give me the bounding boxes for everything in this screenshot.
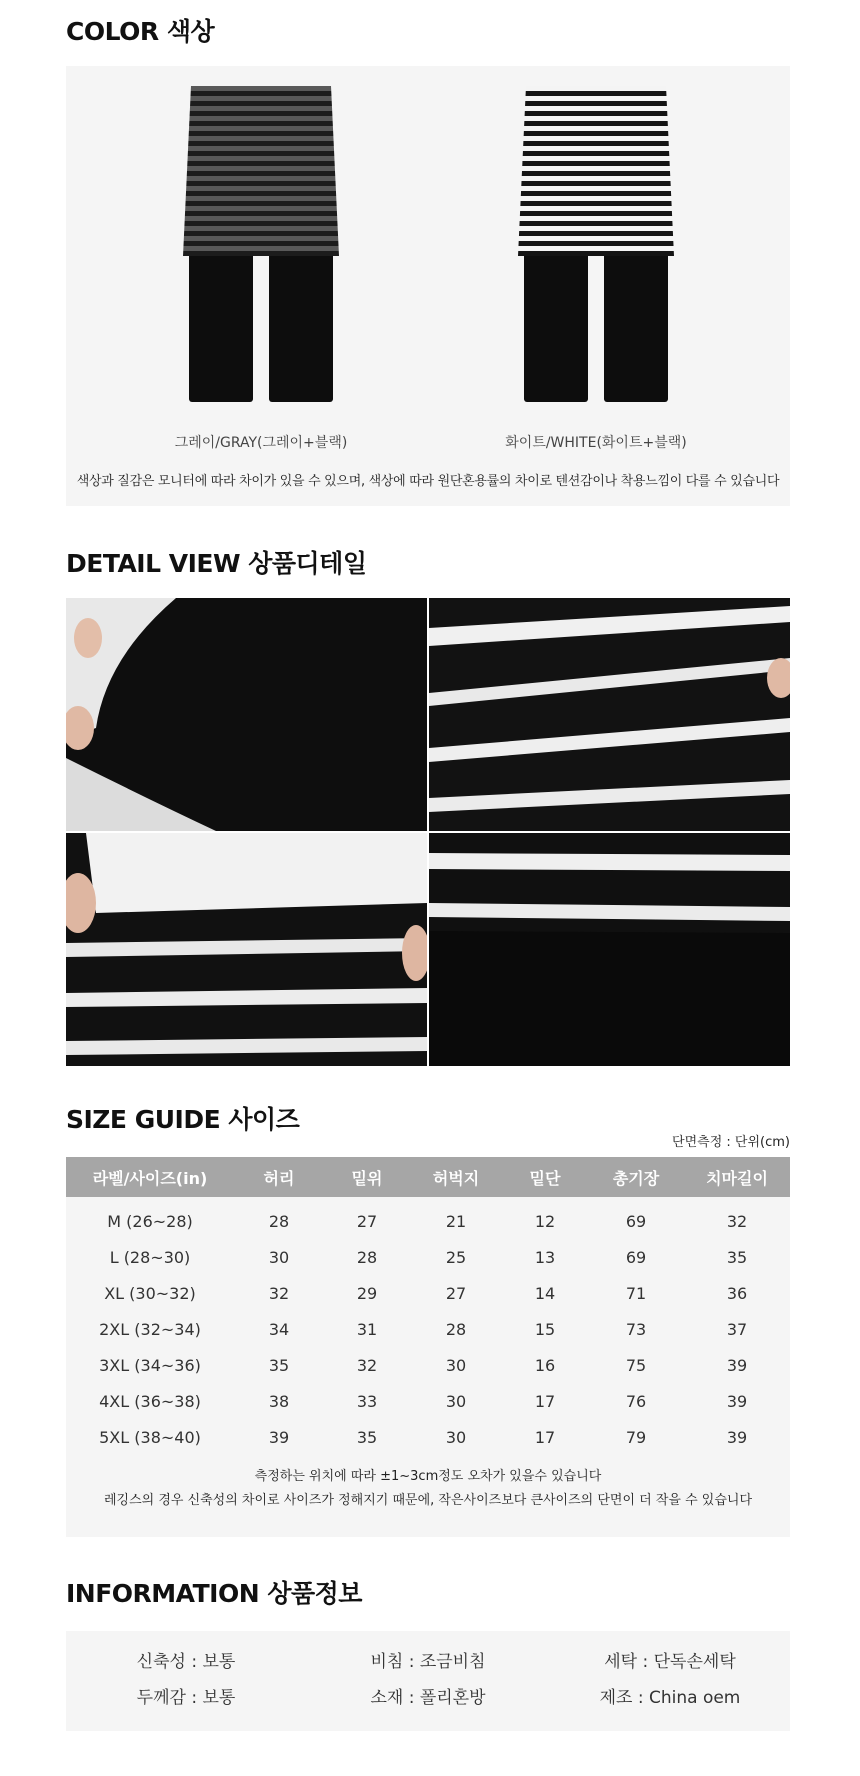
table-row <box>66 1311 790 1347</box>
size-table <box>66 1157 790 1455</box>
table-cell: 35 <box>268 1355 290 1375</box>
size-panel <box>66 1157 790 1537</box>
table-cell: 32 <box>726 1211 748 1231</box>
table-cell: 36 <box>726 1283 748 1303</box>
table-cell: 35 <box>726 1247 748 1267</box>
detail-photo-hem <box>429 833 790 1066</box>
size-note-elasticity: 레깅스의 경우 신축성의 차이로 사이즈가 정해지기 때문에, 작은사이즈보다 큰사이즈의 단면이 더 작을 수 있습니다 <box>103 1493 753 1508</box>
table-cell: 16 <box>534 1355 556 1375</box>
col-header-thigh: 허벅지 <box>410 1157 502 1197</box>
table-cell: 14 <box>534 1283 556 1303</box>
table-cell: 35 <box>356 1427 378 1447</box>
table-cell: 34 <box>268 1319 290 1339</box>
table-cell: L (28~30) <box>109 1247 191 1267</box>
col-header-waist: 허리 <box>234 1157 324 1197</box>
table-cell: 38 <box>268 1391 290 1411</box>
table-cell: 3XL (34~36) <box>99 1355 201 1375</box>
table-cell: 39 <box>726 1355 748 1375</box>
color-panel <box>66 66 790 506</box>
table-cell: 13 <box>534 1247 556 1267</box>
table-cell: 21 <box>445 1211 467 1231</box>
detail-photo-fabric <box>66 598 427 831</box>
table-cell: 39 <box>726 1427 748 1447</box>
table-cell: 28 <box>356 1247 378 1267</box>
table-cell: 37 <box>726 1319 748 1339</box>
table-cell: 28 <box>445 1319 467 1339</box>
detail-heading: DETAIL VIEW 상품디테일 <box>66 549 367 578</box>
size-heading: SIZE GUIDE 사이즈 <box>66 1105 300 1134</box>
color-label-white: 화이트/WHITE(화이트+블랙) <box>505 435 687 451</box>
table-cell: 2XL (32~34) <box>99 1319 201 1339</box>
table-cell: 29 <box>356 1283 378 1303</box>
table-cell: 4XL (36~38) <box>99 1391 201 1411</box>
table-cell: 39 <box>268 1427 290 1447</box>
table-row <box>66 1419 790 1455</box>
unit-note: 단면측정 : 단위(cm) <box>672 1135 790 1150</box>
col-header-length: 총기장 <box>588 1157 684 1197</box>
info-heading: INFORMATION 상품정보 <box>66 1579 362 1608</box>
table-cell: 69 <box>625 1211 647 1231</box>
detail-photo-waistband <box>429 598 790 831</box>
table-row <box>66 1275 790 1311</box>
info-thickness: 두께감 : 보통 <box>136 1688 236 1708</box>
table-cell: 27 <box>445 1283 467 1303</box>
col-header-hem: 밑단 <box>502 1157 588 1197</box>
table-cell: 71 <box>625 1283 647 1303</box>
table-cell: 28 <box>268 1211 290 1231</box>
color-heading: COLOR 색상 <box>66 17 215 46</box>
color-label-gray: 그레이/GRAY(그레이+블랙) <box>174 435 348 451</box>
table-cell: 76 <box>625 1391 647 1411</box>
table-row <box>66 1197 790 1239</box>
table-cell: 17 <box>534 1427 556 1447</box>
table-cell: 69 <box>625 1247 647 1267</box>
table-cell: 25 <box>445 1247 467 1267</box>
table-cell: 32 <box>268 1283 290 1303</box>
table-cell: 15 <box>534 1319 556 1339</box>
table-cell: 5XL (38~40) <box>99 1427 201 1447</box>
detail-photo-inner <box>66 833 427 1066</box>
table-cell: 32 <box>356 1355 378 1375</box>
table-cell: 30 <box>445 1427 467 1447</box>
product-image-white <box>506 86 686 426</box>
col-header-skirt-length: 치마길이 <box>684 1157 790 1197</box>
info-washing: 세탁 : 단독손세탁 <box>604 1652 736 1672</box>
info-elasticity: 신축성 : 보통 <box>136 1652 236 1672</box>
table-cell: XL (30~32) <box>104 1283 196 1303</box>
table-cell: 31 <box>356 1319 378 1339</box>
table-cell: 33 <box>356 1391 378 1411</box>
detail-grid <box>66 598 790 1066</box>
product-image-gray <box>171 86 351 426</box>
table-cell: 79 <box>625 1427 647 1447</box>
table-cell: 30 <box>445 1355 467 1375</box>
table-cell: 30 <box>445 1391 467 1411</box>
info-material: 소재 : 폴리혼방 <box>370 1688 486 1708</box>
size-table-header <box>66 1157 790 1197</box>
size-note-tolerance: 측정하는 위치에 따라 ±1~3cm정도 오차가 있을수 있습니다 <box>254 1469 602 1484</box>
table-cell: 30 <box>268 1247 290 1267</box>
table-row <box>66 1383 790 1419</box>
table-cell: 73 <box>625 1319 647 1339</box>
table-cell: 39 <box>726 1391 748 1411</box>
table-row <box>66 1239 790 1275</box>
col-header-rise: 밑위 <box>324 1157 410 1197</box>
table-cell: M (26~28) <box>107 1211 193 1231</box>
info-manufacture: 제조 : China oem <box>599 1688 741 1708</box>
table-cell: 27 <box>356 1211 378 1231</box>
info-sheerness: 비침 : 조금비침 <box>370 1652 486 1672</box>
table-row <box>66 1347 790 1383</box>
size-notes <box>66 1465 790 1513</box>
table-cell: 75 <box>625 1355 647 1375</box>
table-cell: 17 <box>534 1391 556 1411</box>
color-notice: 색상과 질감은 모니터에 따라 차이가 있을 수 있으며, 색상에 따라 원단혼용률의 차이로 텐션감이나 착용느낌이 다를 수 있습니다 <box>76 474 780 489</box>
table-cell: 12 <box>534 1211 556 1231</box>
col-header-label: 라벨/사이즈(in) <box>66 1157 234 1197</box>
info-panel <box>66 1631 790 1731</box>
